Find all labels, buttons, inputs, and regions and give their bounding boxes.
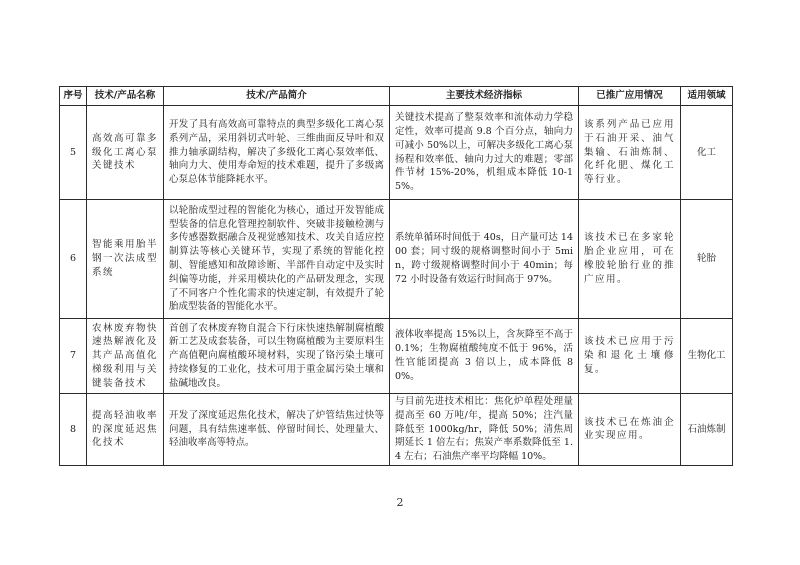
cell-applicable-field: 生物化工 [681,319,733,394]
header-economic-indicators: 主要技术经济指标 [390,87,579,106]
page-number: 2 [396,496,404,509]
cell-product-name: 农林废弃物快速热解液化及其产品高值化梯级利用与关键装备技术 [87,319,164,394]
header-applicable-field: 适用领域 [681,87,733,106]
table-header-row [60,87,733,106]
header-product-name: 技术/产品名称 [87,87,164,106]
table-row [60,319,733,394]
table-row [60,200,733,319]
cell-product-name: 高效高可靠多级化工离心泵关键技术 [87,106,164,200]
tech-products-table [59,86,733,466]
cell-serial-number: 5 [60,106,87,200]
cell-application-status: 该技术已在炼油企业实现应用。 [579,394,681,466]
cell-economic-indicators: 关键技术提高了整泵效率和流体动力学稳定性，效率可提高 9.8 个百分点，轴向力可减小 50%以上，可解决多级化工离心泵扬程和效率低、轴向力过大的难题；零部件节材 15%-20%，机组成本降低 10-15%。 [390,106,579,200]
cell-serial-number: 8 [60,394,87,466]
cell-applicable-field: 轮胎 [681,200,733,319]
header-application-status: 已推广应用情况 [579,87,681,106]
cell-application-status: 该系列产品已应用于石油开采、油气集输、石油炼制、化纤化肥、煤化工等行业。 [579,106,681,200]
cell-economic-indicators: 与目前先进技术相比：焦化炉单程处理量提高至 60 万吨/年，提高 50%；注汽量降低至 1000kg/hr，降低 50%；清焦周期延长 1 倍左右；焦炭产率系数降低至 1.4 左右；石油焦产率平均降幅 10%。 [390,394,579,466]
cell-serial-number: 6 [60,200,87,319]
cell-economic-indicators: 液体收率提高 15%以上，含灰降至不高于 0.1%；生物腐植酸纯度不低于 96%，活性官能团提高 3 倍以上，成本降低 80%。 [390,319,579,394]
cell-application-status: 该技术已应用于污染和退化土壤修复。 [579,319,681,394]
cell-economic-indicators: 系统单循环时间低于 40s，日产量可达 1400 套；同寸级的规格调整时间小于 5min，跨寸级规格调整时间小于 40min；每 72 小时设备有效运行时间高于 97%。 [390,200,579,319]
cell-product-name: 提高轻油收率的深度延迟焦化技术 [87,394,164,466]
cell-product-intro: 首创了农林废弃物自混合下行床快速热解制腐植酸新工艺及成套装备，可以生物腐植酸为主要原料生产高值靶向腐植酸环境材料，实现了铬污染土壤可持续修复的工业化，技术可用于重金属污染土壤和盐碱地改良。 [164,319,390,394]
table-row [60,106,733,200]
cell-product-intro: 以轮胎成型过程的智能化为核心，通过开发智能成型装备的信息化管理控制软件、突破非接触检测与多传感器数据融合及视觉感知技术、攻关自适应控制算法等核心关键环节，实现了系统的智能化控制、智能感知和故障诊断、半部件自动定中及实时纠偏等功能，并采用模块化的产品研发理念，实现了不同客户个性化需求的快速定制，有效提升了轮胎成型装备的智能化水平。 [164,200,390,319]
cell-product-intro: 开发了深度延迟焦化技术，解决了炉管结焦过快等问题，具有结焦速率低、停留时间长、处理量大、轻油收率高等特点。 [164,394,390,466]
cell-application-status: 该技术已在多家轮胎企业应用，可在橡胶轮胎行业的推广应用。 [579,200,681,319]
header-serial-number: 序号 [60,87,87,106]
table-row [60,394,733,466]
cell-applicable-field: 化工 [681,106,733,200]
header-product-intro: 技术/产品简介 [164,87,390,106]
cell-product-intro: 开发了具有高效高可靠特点的典型多级化工离心泵系列产品，采用斜切式叶轮、三维曲面反导叶和双推力轴承副结构，解决了多级化工离心泵效率低、轴向力大、使用寿命短的技术难题，提升了多级离心泵总体节能降耗水平。 [164,106,390,200]
cell-applicable-field: 石油炼制 [681,394,733,466]
cell-serial-number: 7 [60,319,87,394]
cell-product-name: 智能乘用胎半钢一次法成型系统 [87,200,164,319]
